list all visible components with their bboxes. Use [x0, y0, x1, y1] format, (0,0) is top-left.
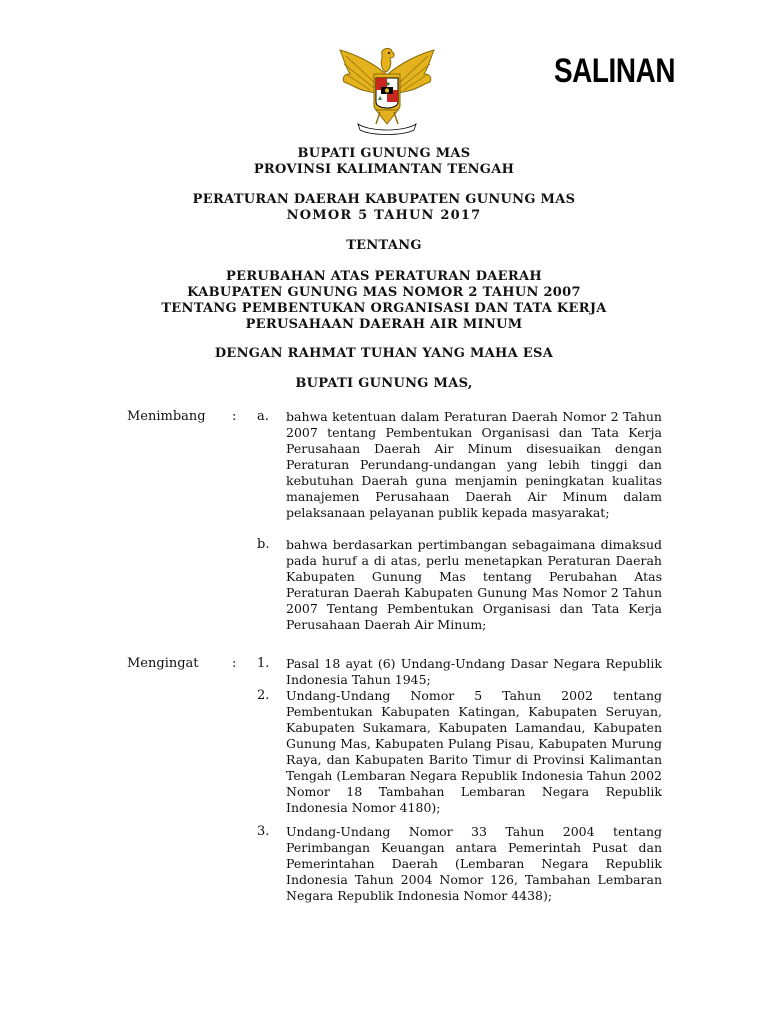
legal-basis-marker: 2.	[257, 688, 270, 703]
legal-basis-text: Undang-Undang Nomor 5 Tahun 2002 tentang Pembentukan Kabupaten Katingan, Kabupaten Seruyan, Kabupaten Sukamara, Kabupaten Lamandau, Kabupaten Gunung Mas, Kabupaten Pulang Pisau, Kabupaten Murung Raya, dan Kabupaten Barito Timur di Provinsi Kalimantan Tengah (Lembaran Negara Republik Indonesia Tahun 2002 Nomor 18 Tambahan Lembaran Negara Republik Indonesia Nomor 4180);	[286, 688, 662, 815]
subject-line-1: PERUBAHAN ATAS PERATURAN DAERAH	[226, 269, 542, 284]
menimbang-label: Menimbang	[127, 409, 206, 424]
consideration-text: bahwa berdasarkan pertimbangan sebagaimana dimaksud pada huruf a di atas, perlu menetapkan Peraturan Daerah Kabupaten Gunung Mas tentang Perubahan Atas Peraturan Daerah Kabupaten Gunung Mas Nomor 2 Tahun 2007 Tentang Pembentukan Organisasi dan Tata Kerja Perusahaan Daerah Air Minum;	[286, 537, 662, 632]
tentang-heading: TENTANG	[346, 238, 422, 253]
salinan-stamp: SALINAN	[554, 52, 676, 90]
subject-line-4: PERUSAHAAN DAERAH AIR MINUM	[245, 317, 523, 332]
consideration-marker: a.	[257, 409, 269, 424]
consideration-marker: b.	[257, 537, 270, 552]
subject-block	[0, 269, 768, 333]
mengingat-colon: :	[232, 656, 237, 671]
subject-line-3: TENTANG PEMBENTUKAN ORGANISASI DAN TATA KERJA	[161, 301, 607, 316]
regent-line: BUPATI GUNUNG MAS,	[295, 376, 473, 391]
regulation-number: NOMOR 5 TAHUN 2017	[286, 208, 482, 223]
issuer-title: BUPATI GUNUNG MAS	[297, 146, 471, 161]
regulation-title: PERATURAN DAERAH KABUPATEN GUNUNG MAS	[192, 192, 576, 207]
regulation-heading	[0, 192, 768, 224]
consideration-text: bahwa ketentuan dalam Peraturan Daerah Nomor 2 Tahun 2007 tentang Pembentukan Organisasi dan Tata Kerja Perusahaan Daerah Air Minum disesuaikan dengan Peraturan Perundang-undangan yang lebih tinggi dan kebutuhan Daerah guna menjamin peningkatan kualitas manajemen Perusahaan Daerah Air Minum dalam pelaksanaan pelayanan publik kepada masyarakat;	[286, 409, 662, 520]
legal-basis-text: Pasal 18 ayat (6) Undang-Undang Dasar Negara Republik Indonesia Tahun 1945;	[286, 656, 662, 687]
mengingat-label: Mengingat	[127, 656, 199, 671]
menimbang-colon: :	[232, 409, 237, 424]
legal-basis-marker: 1.	[257, 656, 270, 671]
title-block	[0, 146, 768, 178]
legal-basis-marker: 3.	[257, 824, 270, 839]
garuda-pancasila-emblem	[336, 44, 438, 140]
subject-line-2: KABUPATEN GUNUNG MAS NOMOR 2 TAHUN 2007	[187, 285, 581, 300]
legal-basis-text: Undang-Undang Nomor 33 Tahun 2004 tentang Perimbangan Keuangan antara Pemerintah Pusat dan Pemerintahan Daerah (Lembaran Negara Republik Indonesia Tahun 2004 Nomor 126, Tambahan Lembaran Negara Republik Indonesia Nomor 4438);	[286, 824, 662, 903]
divine-grace-line: DENGAN RAHMAT TUHAN YANG MAHA ESA	[214, 346, 554, 361]
province-title: PROVINSI KALIMANTAN TENGAH	[253, 162, 515, 177]
